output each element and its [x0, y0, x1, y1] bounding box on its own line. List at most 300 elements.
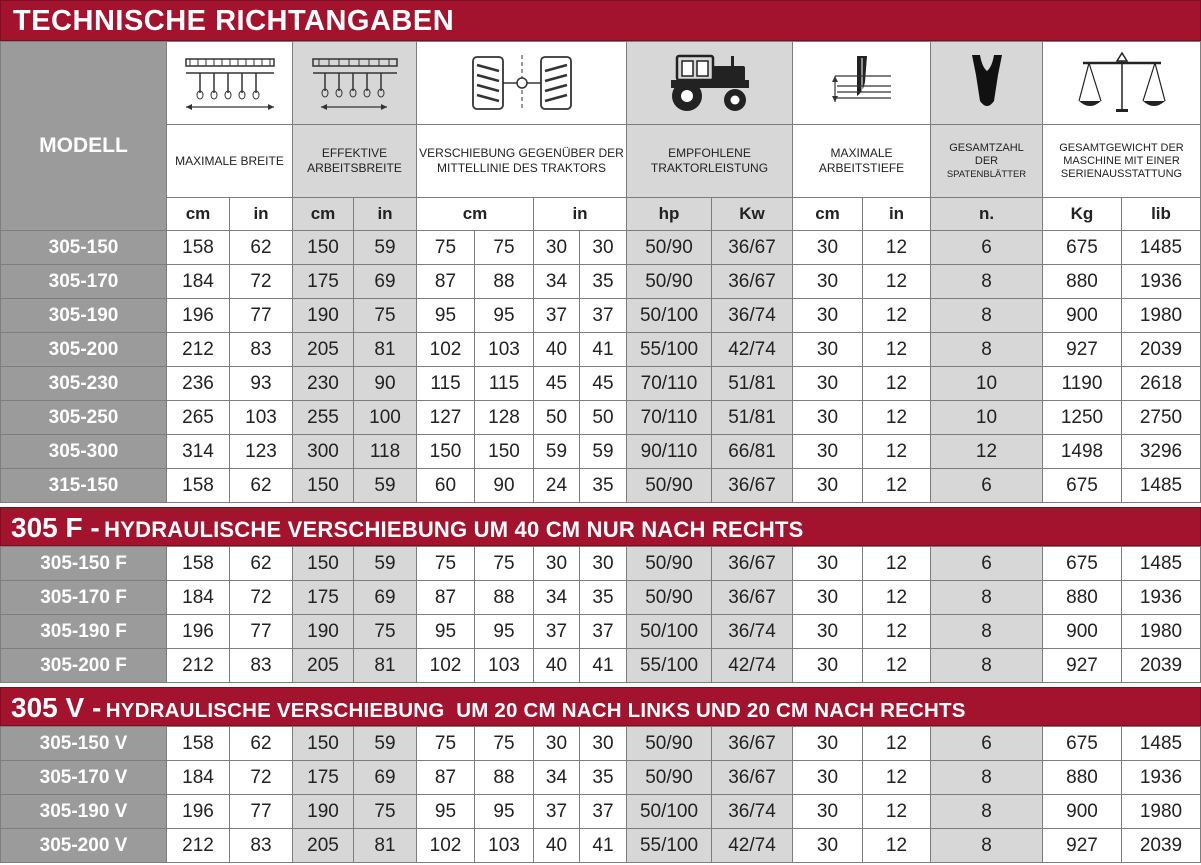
table-row — [1, 469, 1201, 503]
value-cell: 30 — [793, 547, 863, 581]
blade-count-label — [931, 125, 1043, 198]
value-cell: 150 — [475, 435, 534, 469]
unit-cell: cm — [417, 198, 534, 231]
value-cell: 36/67 — [712, 761, 793, 795]
value-cell: 30 — [793, 265, 863, 299]
value-cell: 83 — [230, 333, 293, 367]
value-cell: 30 — [793, 649, 863, 683]
value-cell: 12 — [863, 761, 931, 795]
value-cell: 184 — [167, 581, 230, 615]
value-cell: 30 — [793, 795, 863, 829]
value-cell: 50/100 — [627, 795, 712, 829]
value-cell: 72 — [230, 761, 293, 795]
value-cell: 88 — [475, 265, 534, 299]
value-cell: 150 — [293, 231, 354, 265]
value-cell: 95 — [475, 299, 534, 333]
value-cell: 81 — [354, 829, 417, 863]
value-cell: 69 — [354, 761, 417, 795]
value-cell: 1250 — [1043, 401, 1122, 435]
value-cell: 103 — [475, 829, 534, 863]
value-cell: 1190 — [1043, 367, 1122, 401]
value-cell: 37 — [580, 795, 627, 829]
unit-cell: hp — [627, 198, 712, 231]
value-cell: 30 — [793, 615, 863, 649]
value-cell: 75 — [475, 231, 534, 265]
value-cell: 77 — [230, 615, 293, 649]
value-cell: 158 — [167, 231, 230, 265]
section-banner-305f — [0, 507, 1201, 546]
value-cell: 30 — [580, 727, 627, 761]
table-row — [1, 547, 1201, 581]
value-cell: 34 — [534, 265, 580, 299]
section-title-text: HYDRAULISCHE VERSCHIEBUNG UM 40 CM NUR NACH RECHTS — [104, 517, 804, 542]
value-cell: 30 — [534, 727, 580, 761]
value-cell: 8 — [931, 795, 1043, 829]
value-cell: 40 — [534, 829, 580, 863]
value-cell: 69 — [354, 265, 417, 299]
value-cell: 205 — [293, 829, 354, 863]
value-cell: 115 — [417, 367, 475, 401]
value-cell: 90 — [354, 367, 417, 401]
working-width-label: EFFEKTIVE ARBEITSBREITE — [293, 125, 417, 198]
value-cell: 158 — [167, 727, 230, 761]
unit-cell: Kg — [1043, 198, 1122, 231]
value-cell: 75 — [417, 727, 475, 761]
working-depth-icon — [793, 42, 931, 125]
value-cell: 24 — [534, 469, 580, 503]
value-cell: 1936 — [1122, 265, 1201, 299]
table-row — [1, 829, 1201, 863]
table-row — [1, 581, 1201, 615]
max-width-label: MAXIMALE BREITE — [167, 125, 293, 198]
value-cell: 2750 — [1122, 401, 1201, 435]
value-cell: 95 — [417, 615, 475, 649]
value-cell: 175 — [293, 761, 354, 795]
value-cell: 70/110 — [627, 367, 712, 401]
value-cell: 12 — [863, 265, 931, 299]
value-cell: 102 — [417, 649, 475, 683]
value-cell: 72 — [230, 265, 293, 299]
value-cell: 81 — [354, 649, 417, 683]
data-table-305f — [0, 546, 1201, 683]
value-cell: 102 — [417, 333, 475, 367]
table-row — [1, 649, 1201, 683]
value-cell: 50 — [534, 401, 580, 435]
value-cell: 212 — [167, 649, 230, 683]
value-cell: 300 — [293, 435, 354, 469]
value-cell: 30 — [793, 231, 863, 265]
value-cell: 36/74 — [712, 615, 793, 649]
value-cell: 6 — [931, 469, 1043, 503]
value-cell: 35 — [580, 581, 627, 615]
value-cell: 12 — [863, 401, 931, 435]
value-cell: 212 — [167, 829, 230, 863]
value-cell: 55/100 — [627, 649, 712, 683]
value-cell: 37 — [580, 299, 627, 333]
unit-cell: cm — [793, 198, 863, 231]
value-cell: 196 — [167, 299, 230, 333]
value-cell: 87 — [417, 581, 475, 615]
tractor-offset-wheels-icon — [417, 42, 627, 125]
offset-label: VERSCHIEBUNG GEGENÜBER DER MITTELLINIE DES TRAKTORS — [417, 125, 627, 198]
value-cell: 41 — [580, 649, 627, 683]
value-cell: 88 — [475, 581, 534, 615]
tractor-icon — [627, 42, 793, 125]
value-cell: 90/110 — [627, 435, 712, 469]
value-cell: 102 — [417, 829, 475, 863]
value-cell: 55/100 — [627, 333, 712, 367]
value-cell: 59 — [354, 231, 417, 265]
table-row — [1, 231, 1201, 265]
value-cell: 8 — [931, 265, 1043, 299]
working-depth-label: MAXIMALE ARBEITSTIEFE — [793, 125, 931, 198]
value-cell: 75 — [354, 615, 417, 649]
value-cell: 1936 — [1122, 761, 1201, 795]
value-cell: 12 — [863, 435, 931, 469]
value-cell: 150 — [293, 547, 354, 581]
data-table-305 — [0, 230, 1201, 503]
value-cell: 103 — [475, 649, 534, 683]
model-cell: 305-300 — [1, 435, 167, 469]
model-cell: 305-150 F — [1, 547, 167, 581]
value-cell: 12 — [863, 367, 931, 401]
section-title-code: 305 V - — [11, 692, 102, 723]
value-cell: 10 — [931, 367, 1043, 401]
value-cell: 880 — [1043, 761, 1122, 795]
blade-count-label-line-3: SPATENBLÄTTER — [946, 168, 1027, 180]
spade-blade-icon — [931, 42, 1043, 125]
value-cell: 12 — [863, 581, 931, 615]
value-cell: 6 — [931, 547, 1043, 581]
model-cell: 305-200 F — [1, 649, 167, 683]
value-cell: 45 — [534, 367, 580, 401]
model-cell: 305-200 V — [1, 829, 167, 863]
value-cell: 900 — [1043, 795, 1122, 829]
value-cell: 50/90 — [627, 469, 712, 503]
value-cell: 88 — [475, 761, 534, 795]
value-cell: 37 — [534, 299, 580, 333]
value-cell: 6 — [931, 231, 1043, 265]
value-cell: 1936 — [1122, 581, 1201, 615]
max-width-machine-icon — [167, 42, 293, 125]
value-cell: 87 — [417, 761, 475, 795]
value-cell: 123 — [230, 435, 293, 469]
value-cell: 36/67 — [712, 727, 793, 761]
value-cell: 30 — [580, 231, 627, 265]
section-title-code: 305 F - — [11, 512, 100, 543]
section-banner-305v — [0, 687, 1201, 726]
value-cell: 50/90 — [627, 581, 712, 615]
value-cell: 158 — [167, 469, 230, 503]
total-weight-label: GESAMTGEWICHT DER MASCHINE MIT EINER SERIENAUSSTATTUNG — [1043, 125, 1201, 198]
value-cell: 175 — [293, 265, 354, 299]
value-cell: 1498 — [1043, 435, 1122, 469]
value-cell: 36/67 — [712, 231, 793, 265]
model-cell: 305-170 V — [1, 761, 167, 795]
model-cell: 305-190 — [1, 299, 167, 333]
value-cell: 95 — [417, 795, 475, 829]
value-cell: 3296 — [1122, 435, 1201, 469]
value-cell: 34 — [534, 581, 580, 615]
value-cell: 12 — [863, 649, 931, 683]
value-cell: 30 — [793, 581, 863, 615]
value-cell: 255 — [293, 401, 354, 435]
value-cell: 12 — [863, 727, 931, 761]
unit-cell: Kw — [712, 198, 793, 231]
value-cell: 12 — [863, 333, 931, 367]
value-cell: 36/74 — [712, 299, 793, 333]
value-cell: 30 — [534, 231, 580, 265]
value-cell: 42/74 — [712, 829, 793, 863]
value-cell: 196 — [167, 795, 230, 829]
model-cell: 305-170 F — [1, 581, 167, 615]
value-cell: 12 — [931, 435, 1043, 469]
value-cell: 36/67 — [712, 265, 793, 299]
blade-count-label-line-2: DER — [974, 154, 999, 167]
header-table — [0, 41, 1201, 231]
table-row — [1, 727, 1201, 761]
value-cell: 30 — [793, 401, 863, 435]
value-cell: 40 — [534, 333, 580, 367]
table-row — [1, 367, 1201, 401]
value-cell: 900 — [1043, 299, 1122, 333]
value-cell: 69 — [354, 581, 417, 615]
value-cell: 59 — [354, 727, 417, 761]
value-cell: 2618 — [1122, 367, 1201, 401]
value-cell: 51/81 — [712, 401, 793, 435]
value-cell: 1980 — [1122, 615, 1201, 649]
value-cell: 40 — [534, 649, 580, 683]
value-cell: 83 — [230, 649, 293, 683]
value-cell: 75 — [417, 231, 475, 265]
value-cell: 1485 — [1122, 469, 1201, 503]
model-cell: 305-230 — [1, 367, 167, 401]
value-cell: 95 — [417, 299, 475, 333]
unit-cell: in — [354, 198, 417, 231]
value-cell: 30 — [793, 435, 863, 469]
value-cell: 8 — [931, 761, 1043, 795]
value-cell: 205 — [293, 333, 354, 367]
value-cell: 100 — [354, 401, 417, 435]
table-row — [1, 333, 1201, 367]
value-cell: 35 — [580, 761, 627, 795]
value-cell: 70/110 — [627, 401, 712, 435]
value-cell: 927 — [1043, 649, 1122, 683]
model-cell: 305-190 V — [1, 795, 167, 829]
value-cell: 50/90 — [627, 265, 712, 299]
value-cell: 12 — [863, 795, 931, 829]
unit-cell: in — [230, 198, 293, 231]
value-cell: 62 — [230, 727, 293, 761]
table-row — [1, 435, 1201, 469]
value-cell: 1485 — [1122, 727, 1201, 761]
model-column-header: MODELL — [1, 42, 167, 231]
section-title-text: HYDRAULISCHE VERSCHIEBUNG UM 20 CM NACH LINKS UND 20 CM NACH RECHTS — [105, 699, 966, 722]
value-cell: 675 — [1043, 469, 1122, 503]
value-cell: 30 — [793, 761, 863, 795]
value-cell: 1980 — [1122, 795, 1201, 829]
value-cell: 190 — [293, 795, 354, 829]
value-cell: 62 — [230, 231, 293, 265]
unit-cell: in — [863, 198, 931, 231]
value-cell: 95 — [475, 795, 534, 829]
value-cell: 675 — [1043, 231, 1122, 265]
value-cell: 8 — [931, 299, 1043, 333]
value-cell: 60 — [417, 469, 475, 503]
value-cell: 10 — [931, 401, 1043, 435]
value-cell: 30 — [793, 299, 863, 333]
value-cell: 927 — [1043, 829, 1122, 863]
working-width-machine-icon — [293, 42, 417, 125]
value-cell: 12 — [863, 615, 931, 649]
value-cell: 158 — [167, 547, 230, 581]
model-cell: 305-150 V — [1, 727, 167, 761]
value-cell: 55/100 — [627, 829, 712, 863]
value-cell: 675 — [1043, 547, 1122, 581]
page-title: TECHNISCHE RICHTANGABEN — [0, 0, 1201, 41]
value-cell: 41 — [580, 333, 627, 367]
value-cell: 35 — [580, 265, 627, 299]
value-cell: 77 — [230, 795, 293, 829]
table-row — [1, 615, 1201, 649]
value-cell: 75 — [417, 547, 475, 581]
value-cell: 900 — [1043, 615, 1122, 649]
value-cell: 50/90 — [627, 231, 712, 265]
value-cell: 12 — [863, 829, 931, 863]
value-cell: 12 — [863, 299, 931, 333]
value-cell: 35 — [580, 469, 627, 503]
value-cell: 34 — [534, 761, 580, 795]
value-cell: 212 — [167, 333, 230, 367]
value-cell: 50/90 — [627, 727, 712, 761]
value-cell: 87 — [417, 265, 475, 299]
value-cell: 75 — [354, 795, 417, 829]
value-cell: 150 — [417, 435, 475, 469]
value-cell: 1980 — [1122, 299, 1201, 333]
value-cell: 50/100 — [627, 615, 712, 649]
value-cell: 50/90 — [627, 547, 712, 581]
value-cell: 196 — [167, 615, 230, 649]
value-cell: 62 — [230, 469, 293, 503]
unit-cell: n. — [931, 198, 1043, 231]
value-cell: 1485 — [1122, 547, 1201, 581]
value-cell: 205 — [293, 649, 354, 683]
value-cell: 8 — [931, 581, 1043, 615]
value-cell: 42/74 — [712, 649, 793, 683]
value-cell: 30 — [793, 469, 863, 503]
value-cell: 50/90 — [627, 761, 712, 795]
value-cell: 150 — [293, 469, 354, 503]
value-cell: 45 — [580, 367, 627, 401]
value-cell: 2039 — [1122, 829, 1201, 863]
table-row — [1, 401, 1201, 435]
value-cell: 880 — [1043, 265, 1122, 299]
value-cell: 62 — [230, 547, 293, 581]
value-cell: 2039 — [1122, 649, 1201, 683]
value-cell: 190 — [293, 299, 354, 333]
unit-cell: cm — [293, 198, 354, 231]
value-cell: 36/74 — [712, 795, 793, 829]
value-cell: 1485 — [1122, 231, 1201, 265]
value-cell: 36/67 — [712, 547, 793, 581]
value-cell: 37 — [580, 615, 627, 649]
value-cell: 95 — [475, 615, 534, 649]
value-cell: 81 — [354, 333, 417, 367]
value-cell: 59 — [354, 469, 417, 503]
value-cell: 927 — [1043, 333, 1122, 367]
value-cell: 6 — [931, 727, 1043, 761]
value-cell: 115 — [475, 367, 534, 401]
value-cell: 128 — [475, 401, 534, 435]
value-cell: 72 — [230, 581, 293, 615]
table-row — [1, 761, 1201, 795]
value-cell: 12 — [863, 231, 931, 265]
data-table-305v — [0, 726, 1201, 863]
value-cell: 90 — [475, 469, 534, 503]
model-cell: 305-170 — [1, 265, 167, 299]
value-cell: 2039 — [1122, 333, 1201, 367]
value-cell: 50 — [580, 401, 627, 435]
value-cell: 30 — [793, 727, 863, 761]
value-cell: 75 — [354, 299, 417, 333]
value-cell: 8 — [931, 333, 1043, 367]
value-cell: 37 — [534, 615, 580, 649]
value-cell: 8 — [931, 615, 1043, 649]
table-row — [1, 265, 1201, 299]
value-cell: 12 — [863, 469, 931, 503]
value-cell: 77 — [230, 299, 293, 333]
value-cell: 93 — [230, 367, 293, 401]
value-cell: 30 — [793, 333, 863, 367]
model-cell: 305-150 — [1, 231, 167, 265]
value-cell: 37 — [534, 795, 580, 829]
value-cell: 314 — [167, 435, 230, 469]
unit-cell: cm — [167, 198, 230, 231]
value-cell: 51/81 — [712, 367, 793, 401]
value-cell: 675 — [1043, 727, 1122, 761]
value-cell: 8 — [931, 829, 1043, 863]
value-cell: 75 — [475, 547, 534, 581]
blade-count-label-line-1: GESAMTZAHL — [949, 141, 1024, 154]
value-cell: 36/67 — [712, 581, 793, 615]
model-cell: 305-250 — [1, 401, 167, 435]
value-cell: 265 — [167, 401, 230, 435]
value-cell: 184 — [167, 265, 230, 299]
value-cell: 50/100 — [627, 299, 712, 333]
table-row — [1, 299, 1201, 333]
value-cell: 59 — [354, 547, 417, 581]
value-cell: 30 — [793, 829, 863, 863]
value-cell: 118 — [354, 435, 417, 469]
balance-scale-icon — [1043, 42, 1201, 125]
value-cell: 12 — [863, 547, 931, 581]
value-cell: 190 — [293, 615, 354, 649]
unit-cell: lib — [1122, 198, 1201, 231]
value-cell: 30 — [580, 547, 627, 581]
value-cell: 150 — [293, 727, 354, 761]
value-cell: 175 — [293, 581, 354, 615]
value-cell: 36/67 — [712, 469, 793, 503]
value-cell: 103 — [230, 401, 293, 435]
value-cell: 83 — [230, 829, 293, 863]
value-cell: 42/74 — [712, 333, 793, 367]
value-cell: 127 — [417, 401, 475, 435]
value-cell: 30 — [793, 367, 863, 401]
value-cell: 66/81 — [712, 435, 793, 469]
tractor-power-label: EMPFOHLENE TRAKTORLEISTUNG — [627, 125, 793, 198]
value-cell: 880 — [1043, 581, 1122, 615]
value-cell: 8 — [931, 649, 1043, 683]
